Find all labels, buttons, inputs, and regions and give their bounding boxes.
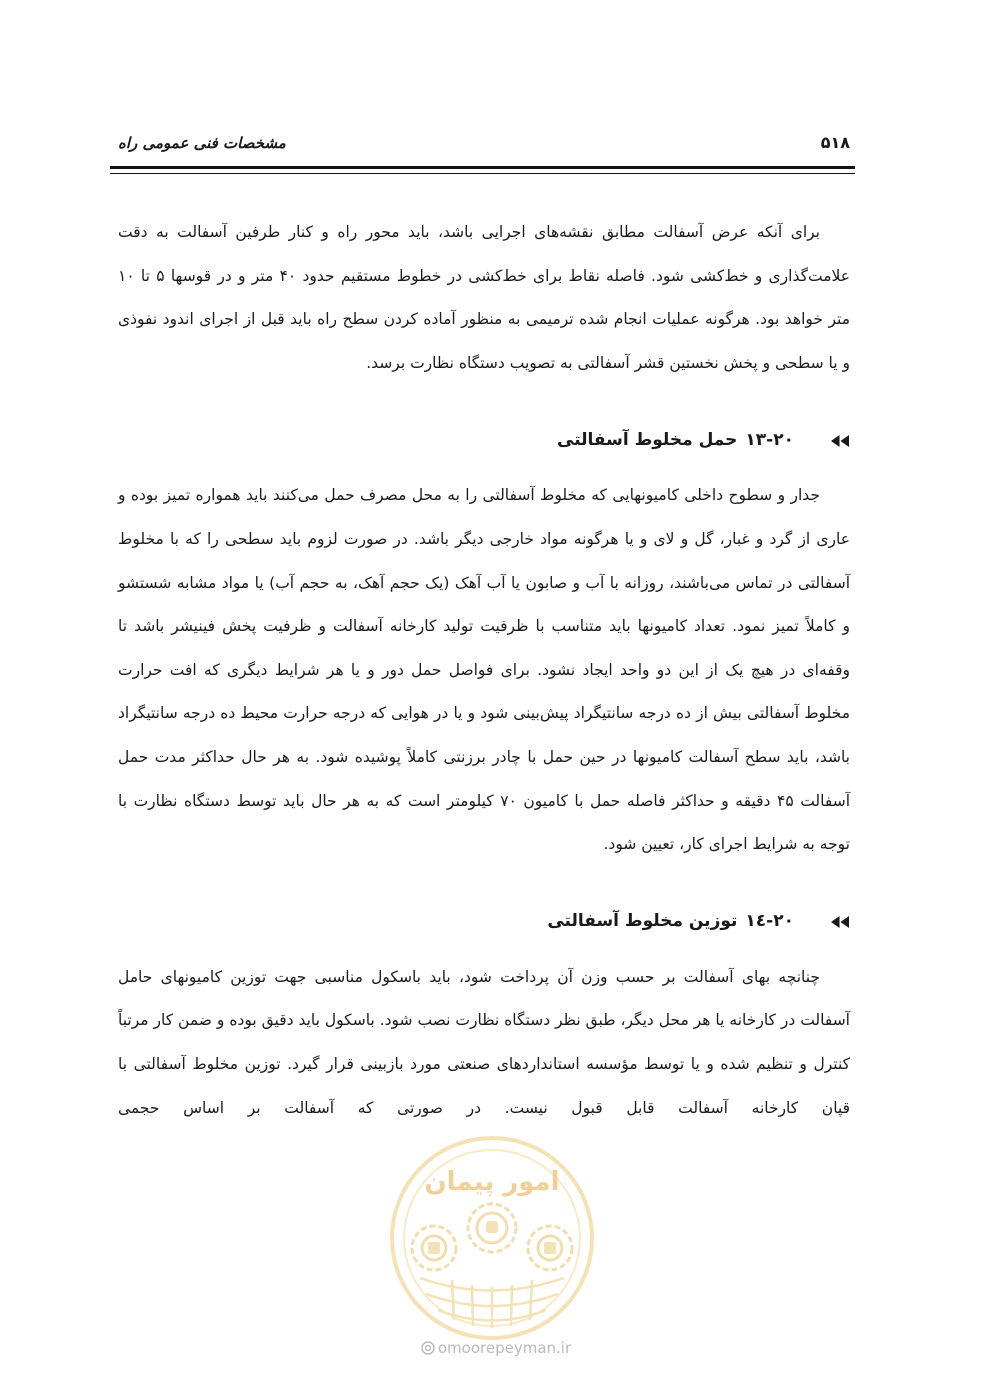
section-title: توزین مخلوط آسفالتی xyxy=(547,911,738,932)
section-bullet-icon xyxy=(830,915,850,929)
section-number: ۲۰‏-۱۳ xyxy=(745,430,794,451)
section-heading xyxy=(118,419,850,462)
at-icon xyxy=(421,1338,435,1352)
page-number: ۵۱۸ xyxy=(820,133,850,152)
watermark-url xyxy=(0,1336,992,1360)
section-number: ۲۰‏-۱٤ xyxy=(745,911,794,932)
running-header-title: مشخصات فنی عمومی راه xyxy=(118,134,286,152)
intro-paragraph: برای آنکه عرض آسفالت مطابق نقشه‌های اجرایی باشد، باید محور راه و کنار طرفین آسفالت به دقت علامت‌گذاری و خط‌کشی شود. فاصله نقاط برای خط‌کشی در خطوط مستقیم حدود ۴۰ متر و در قوسها ۵ تا ۱۰ متر خواهد بود. هرگونه عملیات انجام شده ترمیمی به منظور آماده کردن سطح راه باید قبل از اجرای اندود نفوذی و یا سطحی و پخش نخستین قشر آسفالتی به تصویب دستگاه نظارت برسد. xyxy=(118,223,851,372)
header-double-rule xyxy=(110,166,855,174)
page-body xyxy=(118,211,850,1130)
section-paragraph: جدار و سطوح داخلی کامیونهایی که مخلوط آسفالتی را به محل مصرف حمل می‌کنند باید همواره تمیز بوده و عاری از گرد و غبار، گل و لای و یا هرگونه مواد خارجی دیگر باشد. در صورت لزوم باید سطحی را که با مخلوط آسفالتی در تماس می‌باشند، روزانه با آب و صابون یا آب آهک (یک حجم آهک، به حجم آب) یا مواد مشابه شستشو و کاملاً تمیز نمود. تعداد کامیونها باید متناسب با ظرفیت تولید کارخانه آسفالت و ظرفیت پخش فینیشر باشد تا وقفه‌ای در هیچ یک از این دو واحد ایجاد نشود. برای فواصل حمل دور و یا هر شرایط دیگری که افت حرارت مخلوط آسفالتی بیش از ده درجه سانتیگراد پیش‌بینی شود و یا در هوایی که درجه حرارت محیط ده درجه سانتیگراد باشد، باید سطح آسفالت کامیونها در حین حمل با چادر برزنتی کاملاً پوشیده شود. به هر حال حداکثر مدت حمل آسفالت ۴۵ دقیقه و حداکثر فاصله حمل با کامیون ۷۰ کیلومتر است که به هر حال باید توسط دستگاه نظارت با توجه به شرایط اجرای کار، تعیین شود. xyxy=(118,486,851,854)
watermark-seal-logo xyxy=(382,1128,602,1348)
section-title: حمل مخلوط آسفالتی xyxy=(557,430,738,451)
section-paragraph: چنانچه بهای آسفالت بر حسب وزن آن پرداخت شود، باید باسکول مناسبی جهت توزین کامیونهای حامل آسفالت در کارخانه یا هر محل دیگر، طبق نظر دستگاه نظارت نصب شود. باسکول باید دقیق بوده و ضمن کار مرتباً کنترل و تنظیم شده و یا توسط مؤسسه استانداردهای صنعتی مورد بازبینی قرار گیرد. توزین مخلوط آسفالتی با قپان کارخانه آسفالت قابل قبول نیست. در صورتی که آسفالت بر اساس حجمی xyxy=(118,967,850,1117)
section-heading xyxy=(118,901,850,944)
watermark-url-text: omoorepeyman.ir xyxy=(437,1339,572,1357)
watermark-logo-lettering: امور پیمان xyxy=(424,1167,560,1197)
section-bullet-icon xyxy=(830,434,850,448)
